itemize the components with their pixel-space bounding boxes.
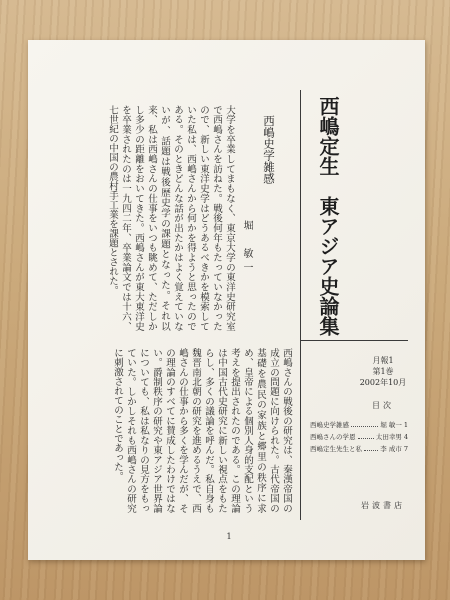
toc-entry [310,417,408,429]
toc-title: 西嶋さんの学恩 [310,433,356,441]
toc-title: 西嶋定生先生と私 [310,445,362,453]
article-body-upper: 大学を卒業してまもなく、東京大学の東洋史研究室で西嶋さんを訪ねた。戦後何年もたっていなかったので、新しい東洋史学はどうあるべきかを模索していた私は、西嶋さんから何かを得ようと思ったのである。そのときどんな話が出たかはよく覚えていないが、話題は戦後歴史学の課題となった。それ以来、私は西嶋さんの仕事をいつも眺めて、ただしかし多少の距離をおいてきた。西嶋さんが東大東洋史を卒業されたのは一九四二年、卒業論文では十六、七世紀の中国の農村手工業を課題とされた。 [107,105,235,331]
panel-divider-vertical [300,90,301,520]
toc-entry [310,441,408,453]
contents-heading: 目次 [372,401,394,410]
article-author: 堀 敏一 [241,220,252,276]
toc-page: 1 [403,421,408,429]
toc-page: 4 [403,433,408,441]
toc-entry [310,429,408,441]
page-number: 1 [226,532,232,541]
article-title: 西嶋史学雑感 [262,115,276,184]
publisher-name: 岩波書店 [361,501,405,510]
issue-label: 月報1 [372,356,394,365]
series-title: 西嶋定生 東アジア史論集 [316,96,340,336]
table-of-contents [310,417,408,453]
toc-leader [351,426,378,427]
article-body-lower: 西嶋さんの戦後の研究は、秦漢帝国の成立の問題に向けられた。古代帝国の基礎を農民の家族と郷里の秩序に求め、皇帝による個別人身的支配という考えを提出されたのである。この理論は中国古代史研究に新しい視点をもたらし、多くの議論を呼んだ。私自身も魏晋南北朝の研究を進めるうえで、西嶋さんの仕事から多くを学んだが、その理論のすべてに賛成したわけではない。爵制秩序の研究や東アジア世界論についても、私は私なりの見方をもっていた。しかしそれも西嶋さんの研究に刺激されてのことであった。 [112,348,292,513]
toc-author: 太田幸男 [375,433,402,441]
toc-title: 西嶋史学雑感 [310,421,349,429]
toc-author: 李 成市 [380,445,402,453]
toc-leader [364,450,378,451]
bulletin-info [358,355,408,388]
toc-author: 堀 敏一 [380,421,402,429]
bulletin-page [28,40,425,560]
volume-label: 第1巻 [372,367,394,376]
toc-leader [358,438,374,439]
toc-page: 7 [403,445,408,453]
date-label: 2002年10月 [359,378,407,387]
